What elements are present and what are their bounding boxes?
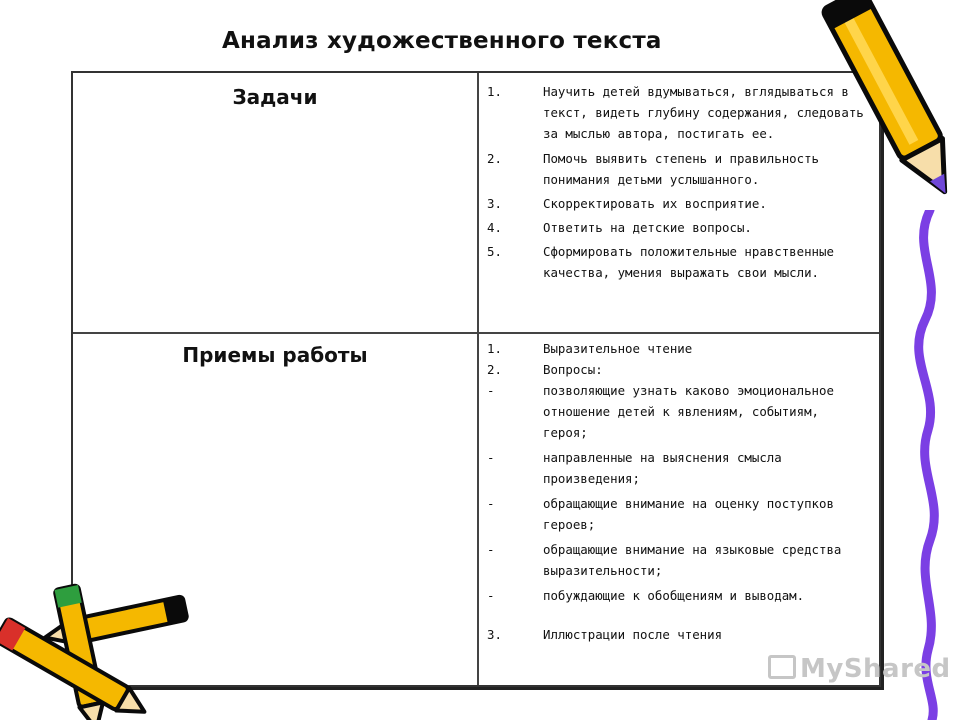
- list-item-number: 3.: [487, 627, 502, 642]
- page-title: Анализ художественного текста: [222, 28, 662, 54]
- list-item-text: Научить детей вдумываться, вглядываться в текст, видеть глубину содержания, следовать за мыслью автора, постигать ее.: [543, 84, 864, 141]
- list-item-text: Скорректировать их восприятие.: [543, 196, 767, 211]
- list-item: [487, 359, 867, 380]
- list-item-text: направленные на выяснения смысла произведения;: [543, 450, 782, 486]
- list-item: [487, 585, 867, 606]
- list-item-text: Иллюстрации после чтения: [543, 627, 723, 642]
- list-item-number: -: [487, 588, 495, 603]
- list-item-number: 2.: [487, 151, 502, 166]
- list-item-text: Сформировать положительные нравственные качества, умения выражать свои мысли.: [543, 244, 834, 280]
- list-item: [487, 624, 867, 645]
- list-item: [487, 380, 867, 443]
- squiggle-line-icon: [900, 210, 960, 720]
- list-item: [487, 338, 867, 359]
- list-item-text: обращающие внимание на оценку поступков героев;: [543, 496, 834, 532]
- row-divider: [73, 332, 879, 334]
- section-heading-tasks: Задачи: [232, 85, 318, 109]
- list-item-text: Ответить на детские вопросы.: [543, 220, 752, 235]
- list-item-text: Выразительное чтение: [543, 341, 693, 356]
- list-item: [487, 241, 867, 283]
- column-divider: [477, 73, 479, 685]
- list-item-number: 4.: [487, 220, 502, 235]
- list-item-text: Вопросы:: [543, 362, 603, 377]
- list-item-number: 5.: [487, 244, 502, 259]
- list-item: [487, 447, 867, 489]
- list-item: [487, 493, 867, 535]
- pencil-icon: [790, 0, 960, 240]
- list-item-number: -: [487, 450, 495, 465]
- list-item-text: обращающие внимание на языковые средства выразительности;: [543, 542, 842, 578]
- list-item-number: -: [487, 542, 495, 557]
- watermark: [768, 654, 951, 684]
- methods-list: [487, 338, 867, 645]
- watermark-text: MyShared: [800, 654, 951, 684]
- list-item-number: -: [487, 383, 495, 398]
- list-item: [487, 539, 867, 581]
- list-item-text: позволяющие узнать каково эмоциональное отношение детей к явлениям, событиям, героя;: [543, 383, 834, 440]
- pencil-icon: [0, 580, 200, 720]
- list-item-number: 3.: [487, 196, 502, 211]
- presentation-logo-icon: [768, 655, 796, 679]
- list-item-text: Помочь выявить степень и правильность понимания детьми услышанного.: [543, 151, 820, 187]
- section-heading-methods: Приемы работы: [182, 343, 368, 367]
- list-item-number: 2.: [487, 362, 502, 377]
- list-item-text: побуждающие к обобщениям и выводам.: [543, 588, 805, 603]
- list-item-number: 1.: [487, 341, 502, 356]
- list-item-number: -: [487, 496, 495, 511]
- list-item-number: 1.: [487, 84, 502, 99]
